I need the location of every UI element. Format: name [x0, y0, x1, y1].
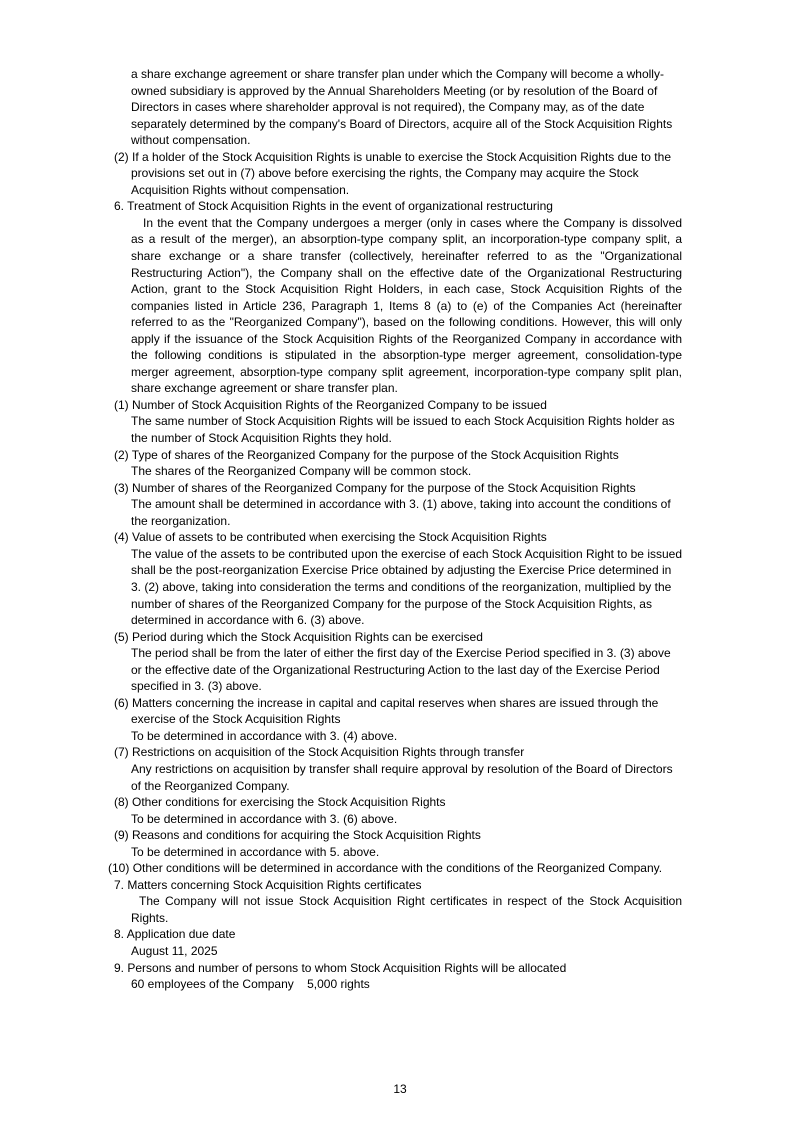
section-marker: 6.: [114, 199, 125, 214]
sub-item-6: [114, 695, 682, 728]
item-title: Type of shares of the Reorganized Company for the purpose of the Stock Acquisition Rights: [131, 447, 619, 462]
sub-item-9: [114, 827, 682, 844]
sub-item-2-body: The shares of the Reorganized Company will be common stock.: [131, 464, 472, 479]
item-marker: (1): [114, 397, 129, 412]
sub-item-5-body: The period shall be from the later of either the first day of the Exercise Period specified in 3. (3) above or the effective date of the Organizational Restructuring Action to the last day of the Exercise Period specified in 3. (3) above.: [131, 646, 671, 694]
item-text: If a holder of the Stock Acquisition Rights is unable to exercise the Stock Acquisition Rights due to the provisions set out in (7) above before exercising the rights, the Company may acquire the Stock Acquisition Rights without compensation.: [131, 149, 671, 197]
section-marker: 9.: [114, 960, 125, 975]
list-item-2: [114, 149, 682, 199]
continuation-paragraph: a share exchange agreement or share transfer plan under which the Company will become a wholly-owned subsidiary is approved by the Annual Shareholders Meeting (or by resolution of the Board of Directors in cases where shareholder approval is not required), the Company may, as of the date separately determined by the company's Board of Directors, acquire all of the Stock Acquisition Rights without compensation.: [131, 67, 673, 148]
section-7-heading: [114, 877, 682, 894]
item-title: Value of assets to be contributed when exercising the Stock Acquisition Rights: [132, 530, 547, 545]
item-marker: (7): [114, 745, 129, 760]
item-title: Number of shares of the Reorganized Company for the purpose of the Stock Acquisition Rights: [132, 480, 636, 495]
section-6-heading: [114, 198, 682, 215]
sub-item-3-body: The amount shall be determined in accordance with 3. (1) above, taking into account the conditions of the reorganization.: [131, 497, 671, 528]
page-number: 13: [393, 1082, 407, 1096]
section-9-heading: [114, 960, 682, 977]
sub-item-8: [114, 794, 682, 811]
item-text: Other conditions will be determined in accordance with the conditions of the Reorganized Company.: [132, 861, 663, 876]
section-title: Application due date: [126, 927, 236, 942]
sub-item-9-body: To be determined in accordance with 5. above.: [131, 844, 380, 859]
item-title: Number of Stock Acquisition Rights of the Reorganized Company to be issued: [132, 397, 547, 412]
item-marker: (5): [114, 629, 129, 644]
item-marker: (6): [114, 695, 129, 710]
section-7-body: The Company will not issue Stock Acquisition Right certificates in respect of the Stock Acquisition Rights.: [131, 894, 682, 925]
item-marker: (4): [114, 530, 129, 545]
section-title: Matters concerning Stock Acquisition Rights certificates: [127, 877, 422, 892]
sub-item-1-body: The same number of Stock Acquisition Rights will be issued to each Stock Acquisition Rights holder as the number of Stock Acquisition Rights they hold.: [131, 414, 675, 446]
sub-item-2: [114, 447, 682, 464]
item-title: Other conditions for exercising the Stock Acquisition Rights: [132, 795, 446, 810]
section-8-body: August 11, 2025: [131, 943, 218, 958]
sub-item-8-body: To be determined in accordance with 3. (6) above.: [131, 811, 398, 826]
sub-item-7: [114, 744, 682, 761]
section-8-heading: [114, 926, 682, 943]
section-title: Treatment of Stock Acquisition Rights in the event of organizational restructuring: [127, 199, 553, 214]
item-marker: (2): [114, 447, 129, 462]
item-marker: (9): [114, 828, 129, 843]
item-marker: (3): [114, 480, 129, 495]
section-title: Persons and number of persons to whom Stock Acquisition Rights will be allocated: [127, 960, 567, 975]
sub-item-4-body: The value of the assets to be contributed upon the exercise of each Stock Acquisition Right to be issued shall be the post-reorganization Exercise Price obtained by adjusting the Exercise Price determined in 3. (2) above, taking into consideration the terms and conditions of the reorganization, multiplied by the number of shares of the Reorganized Company for the purpose of the Stock Acquisition Rights, as determined in accordance with 6. (3) above.: [131, 546, 683, 628]
item-marker: (2): [114, 149, 129, 164]
sub-item-3: [114, 480, 682, 497]
sub-item-10: [108, 860, 682, 877]
sub-item-6-body: To be determined in accordance with 3. (4) above.: [131, 728, 398, 743]
section-9-body: 60 employees of the Company 5,000 rights: [131, 977, 370, 992]
sub-item-1: [114, 397, 682, 414]
item-marker: (8): [114, 795, 129, 810]
sub-item-5: [114, 629, 682, 646]
sub-item-4: [114, 529, 682, 546]
document-body: [108, 66, 683, 993]
item-title: Matters concerning the increase in capital and capital reserves when shares are issued through the exercise of the Stock Acquisition Rights: [131, 695, 659, 727]
section-6-paragraph: In the event that the Company undergoes a merger (only in cases where the Company is dissolved as a result of the merger), an absorption-type company split, an incorporation-type company split, a share exchange or a share transfer (collectively, hereinafter referred to as the "Organizational Restructuring Action"), the Company shall on the effective date of the Organizational Restructuring Action, grant to the Stock Acquisition Right Holders, in each case, Stock Acquisition Rights of the companies listed in Article 236, Paragraph 1, Items 8 (a) to (e) of the Companies Act (hereinafter referred to as the "Reorganized Company"), based on the following conditions. However, this will only apply if the issuance of the Stock Acquisition Rights of the Reorganized Company in accordance with the following conditions is stipulated in the absorption-type merger agreement, consolidation-type merger agreement, absorption-type company split agreement, incorporation-type company split plan, share exchange agreement or share transfer plan.: [131, 215, 682, 396]
section-marker: 8.: [114, 927, 125, 942]
item-marker: (10): [108, 861, 130, 876]
item-title: Period during which the Stock Acquisition Rights can be exercised: [132, 629, 483, 644]
item-title: Restrictions on acquisition of the Stock Acquisition Rights through transfer: [132, 745, 525, 760]
sub-item-7-body: Any restrictions on acquisition by transfer shall require approval by resolution of the Board of Directors of the Reorganized Company.: [131, 761, 673, 793]
item-title: Reasons and conditions for acquiring the Stock Acquisition Rights: [132, 828, 481, 843]
section-marker: 7.: [114, 877, 125, 892]
